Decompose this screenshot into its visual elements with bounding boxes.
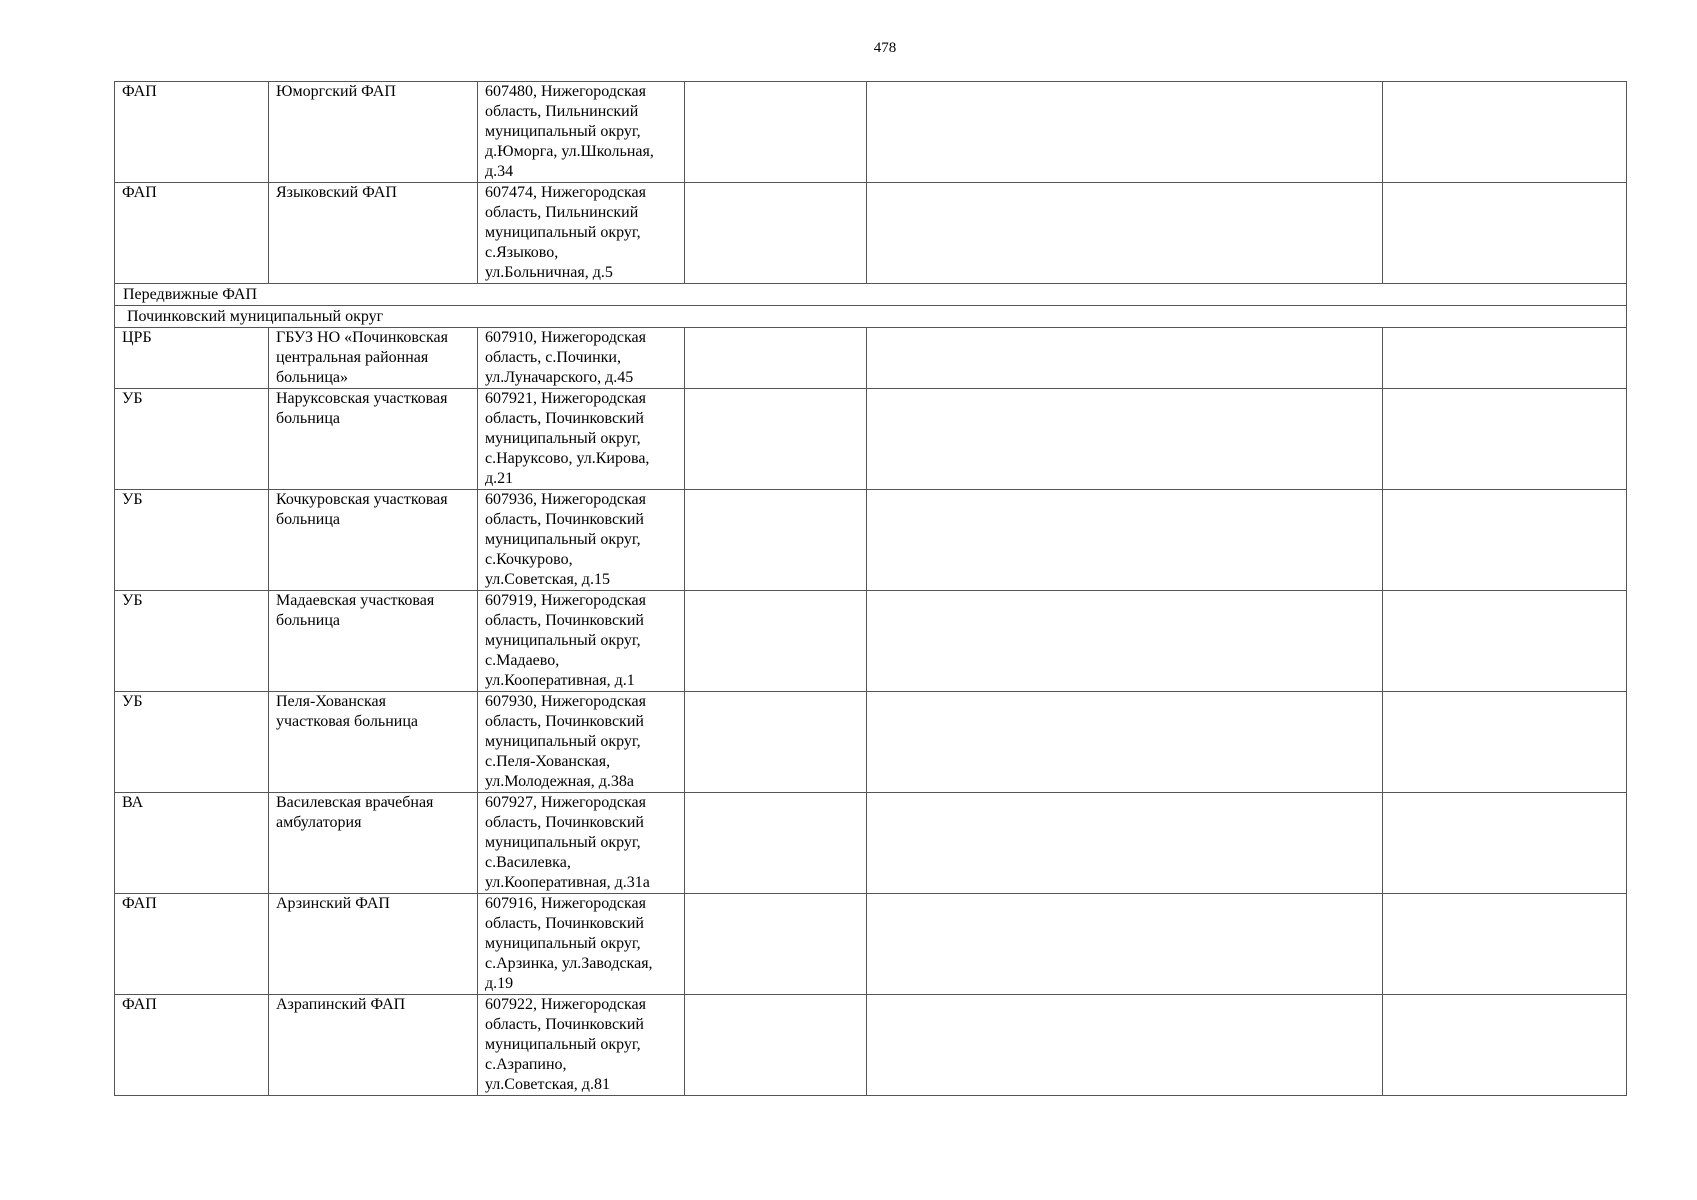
table-row	[115, 793, 1627, 894]
facility-name: Пеля-Хованская участковая больница	[276, 693, 419, 730]
facility-address: 607936, Нижегородская область, Починковский муниципальный округ, с.Кочкурово, ул.Советская, д.15	[485, 491, 646, 588]
page-number: 478	[873, 40, 897, 56]
empty-cell	[685, 82, 867, 183]
facility-address: 607480, Нижегородская область, Пильнинский муниципальный округ, д.Юморга, ул.Школьная, д.34	[485, 83, 654, 180]
facility-name-cell	[269, 995, 478, 1096]
table-row	[115, 328, 1627, 389]
facility-address-cell	[478, 82, 685, 183]
facility-name: ГБУЗ НО «Починковская центральная районная больница»	[276, 329, 448, 386]
facility-type-cell	[115, 591, 269, 692]
facility-address: 607930, Нижегородская область, Починковский муниципальный округ, с.Пеля-Хованская, ул.Молодежная, д.38а	[485, 693, 646, 790]
facility-name: Азрапинский ФАП	[276, 996, 406, 1013]
empty-cell	[1383, 183, 1627, 284]
empty-cell	[685, 692, 867, 793]
table-row	[115, 591, 1627, 692]
empty-cell	[1383, 82, 1627, 183]
section-row	[115, 306, 1627, 328]
facility-address-cell	[478, 995, 685, 1096]
empty-cell	[867, 82, 1383, 183]
empty-cell	[1383, 995, 1627, 1096]
table-row	[115, 995, 1627, 1096]
facility-type-cell	[115, 995, 269, 1096]
facility-address: 607910, Нижегородская область, с.Починки, ул.Луначарского, д.45	[485, 329, 646, 386]
facility-type: ФАП	[122, 184, 157, 201]
empty-cell	[685, 793, 867, 894]
table-row	[115, 82, 1627, 183]
facility-name: Языковский ФАП	[276, 184, 397, 201]
facility-type: УБ	[122, 491, 143, 508]
empty-cell	[867, 995, 1383, 1096]
facility-type: ВА	[122, 794, 144, 811]
facility-type-cell	[115, 793, 269, 894]
facility-name-cell	[269, 328, 478, 389]
table-row	[115, 894, 1627, 995]
facility-name: Юморгский ФАП	[276, 83, 396, 100]
facility-type: УБ	[122, 592, 143, 609]
facility-address: 607922, Нижегородская область, Починковский муниципальный округ, с.Азрапино, ул.Советская, д.81	[485, 996, 646, 1093]
facility-address-cell	[478, 692, 685, 793]
facility-name-cell	[269, 894, 478, 995]
empty-cell	[1383, 490, 1627, 591]
facility-address-cell	[478, 389, 685, 490]
empty-cell	[867, 894, 1383, 995]
facility-address-cell	[478, 183, 685, 284]
empty-cell	[685, 183, 867, 284]
facility-name-cell	[269, 490, 478, 591]
empty-cell	[1383, 894, 1627, 995]
facility-type: УБ	[122, 390, 143, 407]
facility-type-cell	[115, 389, 269, 490]
facility-type: ЦРБ	[122, 329, 152, 346]
facility-name: Наруксовская участковая больница	[276, 390, 448, 427]
facility-name-cell	[269, 183, 478, 284]
facility-name: Мадаевская участковая больница	[276, 592, 435, 629]
table-row	[115, 183, 1627, 284]
table-row	[115, 490, 1627, 591]
empty-cell	[1383, 793, 1627, 894]
empty-cell	[1383, 692, 1627, 793]
facility-address-cell	[478, 894, 685, 995]
empty-cell	[1383, 389, 1627, 490]
facility-type: ФАП	[122, 83, 157, 100]
empty-cell	[867, 328, 1383, 389]
facility-address-cell	[478, 328, 685, 389]
empty-cell	[867, 183, 1383, 284]
empty-cell	[867, 490, 1383, 591]
facility-address-cell	[478, 591, 685, 692]
facility-type-cell	[115, 183, 269, 284]
empty-cell	[867, 793, 1383, 894]
facility-type: УБ	[122, 693, 143, 710]
facility-name-cell	[269, 692, 478, 793]
section-heading: Починковский муниципальный округ	[115, 306, 1627, 328]
facilities-table	[114, 81, 1627, 1096]
facility-type-cell	[115, 328, 269, 389]
facility-address-cell	[478, 793, 685, 894]
empty-cell	[1383, 328, 1627, 389]
facility-type-cell	[115, 894, 269, 995]
section-heading: Передвижные ФАП	[115, 284, 1627, 306]
table-row	[115, 389, 1627, 490]
facility-name: Арзинский ФАП	[276, 895, 390, 912]
empty-cell	[685, 389, 867, 490]
facility-name-cell	[269, 389, 478, 490]
empty-cell	[685, 591, 867, 692]
empty-cell	[867, 389, 1383, 490]
facility-address-cell	[478, 490, 685, 591]
empty-cell	[685, 894, 867, 995]
facility-address: 607916, Нижегородская область, Починковский муниципальный округ, с.Арзинка, ул.Заводская, д.19	[485, 895, 653, 992]
section-row	[115, 284, 1627, 306]
facility-name: Василевская врачебная амбулатория	[276, 794, 434, 831]
facility-address: 607927, Нижегородская область, Починковский муниципальный округ, с.Василевка, ул.Кооперативная, д.31а	[485, 794, 650, 891]
empty-cell	[685, 490, 867, 591]
facility-name: Кочкуровская участковая больница	[276, 491, 448, 528]
facility-type: ФАП	[122, 996, 157, 1013]
facility-type: ФАП	[122, 895, 157, 912]
facility-address: 607921, Нижегородская область, Починковский муниципальный округ, с.Наруксово, ул.Кирова, д.21	[485, 390, 650, 487]
facility-address: 607919, Нижегородская область, Починковский муниципальный округ, с.Мадаево, ул.Кооперативная, д.1	[485, 592, 646, 689]
empty-cell	[1383, 591, 1627, 692]
facility-type-cell	[115, 490, 269, 591]
facility-type-cell	[115, 82, 269, 183]
empty-cell	[867, 692, 1383, 793]
table-row	[115, 692, 1627, 793]
empty-cell	[685, 328, 867, 389]
facility-name-cell	[269, 591, 478, 692]
facility-address: 607474, Нижегородская область, Пильнинский муниципальный округ, с.Языково, ул.Больничная, д.5	[485, 184, 646, 281]
facility-type-cell	[115, 692, 269, 793]
empty-cell	[867, 591, 1383, 692]
facility-name-cell	[269, 793, 478, 894]
empty-cell	[685, 995, 867, 1096]
facility-name-cell	[269, 82, 478, 183]
